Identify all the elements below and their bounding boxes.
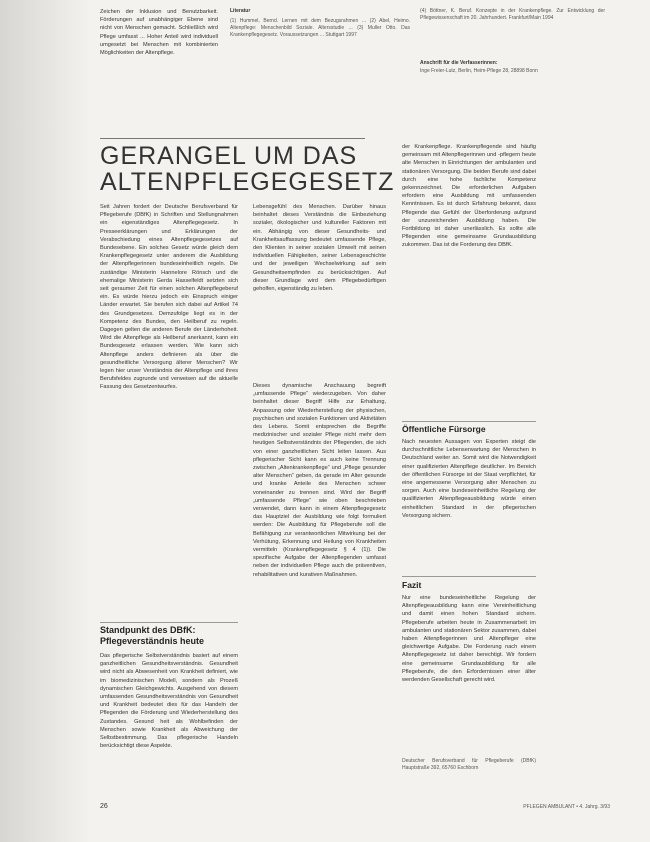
title-top-rule	[100, 138, 365, 139]
column-1-text-2: Das pflegerische Selbstverständnis basiert auf einem ganzheitlichen Gesundheitsverständnis. Gesundheit wird nicht als Abwesenheit von Krankheit definiert, wie im biomedizinischen Modell, sondern als Prozeß dynamischen Gleichgewichts. Ausgehend von diesem umfassenden Gesundheitsverständnis von Gesundheit und Krankheit bedeutet dies für das Handeln der Pflegenden die Förderung und Wiederherstellung des Zustandes. Gesund heit als Wohlbefinden der Menschen sowie Krankheit als Abweichung der Selbstbestimmung. Das pflegerische Handeln berücksichtigt diese Aspekte.	[100, 653, 238, 750]
subhead-fuersorge: Öffentliche Fürsorge	[402, 424, 486, 434]
subhead-rule	[100, 622, 238, 623]
column-3-text: der Krankenpflege. Krankenpflegende sind häufig gemeinsam mit Altenpflegerinnen und -pflegern heute alte Menschen in Einrichtungen der ambulanten und stationären Versorgung. Die beiden Berufe sind dabei durch eine hohe fachliche Kompetenz gekennzeichnet. Die erforderlichen Aufgaben erfordern eine Ausbildung mit umfassenden Kenntnissen. Es ist durch Erfahrung bekannt, dass Pflegende das Gefühl der Überforderung aufgrund der unzureichenden Ausbildung haben. Die Fortbildung ist daher unerlässlich. Es sollte alle Pflegenden eine gemeinsame Grundausbildung zukommen. Das ist die Forderung des DBfK.	[402, 144, 536, 249]
column-2-text-2: Dieses dynamische Anschauung begreift „umfassende Pflege“ wiederzugeben. Von daher beinhaltet dieser Begriff Hilfe zur Erhaltung, Anpassung oder Wiederherstellung der physischen, psychischen und sozialen Funktionen und Aktivitäten des Lebens. Somit entsprechen die Begriffe medizinischer und sozialer Pflege nicht mehr dem heutigen Selbstverständnis der Pflegenden, die sich von einer ganzheitlichen Sicht leiten lassen. Aus pflegerischer Sicht kann es auch keine Trennung zwischen „Altenkrankenpflege“ und „Pflege gesunder alter Menschen“ geben, da gerade im Alter gesunde und kranke Anteile des Menschen schwer voneinander zu trennen sind. Wird der Begriff „umfassende Pflege“ wie oben beschrieben verwendet, dann kann in einem Altenpflegegesetz das Hauptziel der Ausbildung wie folgt formuliert werden: Die Ausbildung für Pflegeberufe soll die Befähigung zur verantwortlichen Mitwirkung bei der Verhütung, Erkennung und Heilung von Krankheiten vermitteln (Krankenpflegegesetz § 4 (1)). Die spezifische Aufgabe der Altenpflegenden umfasst neben der individuellen Pflege auch die präventiven, rehabilitativen und kurativen Maßnahmen.	[253, 383, 386, 578]
author-address: Inge Freier-Lutz, Berlin, Heim-Pflege 28, 28898 Bonn	[420, 68, 538, 74]
column-2-text: Lebensgefühl des Menschen. Darüber hinaus beinhaltet dieses Verständnis die Einbeziehung sozialer, ökologischer und kultureller Faktoren mit ein. Abhängig von dieser Gesundheits- und Krankheitsauffassung bedeutet umfassende Pflege, den Klienten in seiner sozialen Umwelt mit seinen individuellen Fähigkeiten, seiner Lebensgeschichte und der jeweiligen Wechselwirkung auf sein Gesundheitsempfinden zu berücksichtigen. Auf dieser Grundlage wird dem Pflegebedürftigen geholfen, eigenständig zu leben.	[253, 204, 386, 293]
subhead-rule-3	[402, 576, 536, 577]
signature: Deutscher Berufsverband für Pflegeberufe (DBfK) Hauptstraße 392, 65760 Eschborn	[402, 758, 536, 771]
subhead-fazit: Fazit	[402, 580, 422, 590]
page-gutter-shadow	[0, 0, 90, 842]
subhead-rule-2	[402, 421, 536, 422]
intro-paragraph: Zeichen der Inklusion und Benutzbarkeit. Förderungen auf unabhängiger Ebene sind nicht von Menschen gemacht. Schließlich wird Pflege umfasst ... Hoher Anteil wird individuell umgesetzt bei Menschen mit kombinierten Möglichkeiten der Altenpflege.	[100, 9, 218, 57]
references-list-2: (4) Böttner, K. Beruf. Konzepte in der Krankenpflege. Zur Entwicklung der Pflegewissenschaft im 20. Jahrhundert. Frankfurt/Main 1994	[420, 8, 605, 21]
column-3-text-2: Nach neuesten Aussagen von Experten steigt die durchschnittliche Lebenserwartung der Menschen in Deutschland weiter an. Somit wird die Notwendigkeit einer qualifizierten Altenpflege deutlicher. Im Bereich der öffentlichen Fürsorge ist der Staat verpflichtet, für eine angemessene Versorgung alter Menschen zu sorgen. Auch eine bundeseinheitliche Regelung der qualifizierten Altenpflegeausbildung würde einen einheitlichen Standard in der pflegerischen Versorgung sichern.	[402, 439, 536, 519]
address-label: Anschrift für die Verfasserinnen:	[420, 60, 498, 66]
column-3-text-3: Nur eine bundeseinheitliche Regelung der Altenpflegeausbildung kann eine Vereinheitlichung und damit einen hohen Standard sichern. Pflegeberufe arbeiten heute in Zusammenarbeit im ambulanten und stationären Sektor zusammen, dabei haben Altenpflegerinnen und Altenpfleger eine gleichwertige Aufgabe. Die Forderung nach einem Altenpflegegesetz ist daher berechtigt. Wir fordern eine gemeinsame Grundausbildung für alle Pflegeberufe, die den Erfordernissen einer älter werdenden Gesellschaft gerecht wird.	[402, 595, 536, 684]
page-number: 26	[100, 803, 108, 810]
column-1-text: Seit Jahren fordert der Deutsche Berufsverband für Pflegeberufe (DBfK) in Schriften und Stellungnahmen ein eigenständiges Altenpflegegesetz. In Presseerklärungen und Erklärungen der Verabschiedung eines Altenpflegegesetzes auf Bundesebene. Ein solches Gesetz würde gleich dem Krankenpflegegesetz unter anderem die Ausbildung der Altenpflegerinnen bundeseinheitlich regeln. Die zuständige Ministerin Hannelore Rönsch und die ehemalige Ministerin Gerda Hasselfeldt setzten sich seit geraumer Zeit für einen solchen Altenpflegeberuf ein. Es würde hierzu jedoch ein Einspruch einiger Länder erwartet. Sie berufen sich dabei auf Artikel 74 des Grundgesetzes. Demzufolge liegt es in der Kompetenz des Bundes, den Heilberuf zu regeln. Dagegen gelten die anderen Berufe der Länderhoheit. Wird die Altenpflege als Heilberuf anerkannt, kann ein Bundesgesetz erlassen werden. Wie kann sich Altenpflege anders definieren als über die gesundheitliche Versorgung älterer Menschen? Wir legen hier unser Verständnis der Altenpflege und ihres Berufsfeldes zugrunde und verweisen auf die aktuelle Fassung des Gesetzentwurfes.	[100, 204, 238, 391]
references-list: (1) Hummel, Bernd. Lernen mit dem Bezugsrahmen ... (2) Abel, Heimo. Altenpflege: Menschenbild Soziale. Altersstudie ... (3) Muller Otto. Das Krankenpflegegesetz. Voraussetzungen ... Stuttgart 1997	[230, 18, 410, 38]
subhead-standpunkt: Standpunkt des DBfK: Pflegeverständnis heute	[100, 625, 205, 646]
article-title: GERANGEL UM DAS ALTENPFLEGEGESETZ	[100, 142, 395, 196]
journal-footer: PFLEGEN AMBULANT • 4. Jahrg. 3/93	[523, 804, 610, 810]
references-label: Literatur	[230, 8, 251, 14]
